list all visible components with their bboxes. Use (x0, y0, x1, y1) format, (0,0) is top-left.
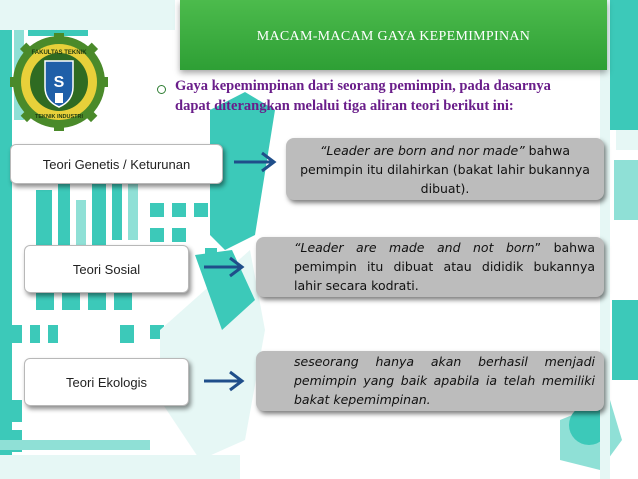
arrow-right-icon (202, 255, 250, 279)
description-quote: “Leader are born and nor made” (319, 143, 525, 158)
intro-text: Gaya kepemimpinan dari seorang pemimpin, pada dasarnya dapat diterangkan melalui tiga aliran teori berikut ini: (175, 78, 551, 114)
description-text: ” bahwa pemimpin itu dibuat atau dididik bukannya lahir secara kodrati. (294, 240, 595, 293)
arrow-right-icon (232, 150, 282, 174)
svg-text:S: S (53, 74, 65, 91)
theory-label: Teori Genetis / Keturunan (42, 156, 191, 172)
svg-text:TEKNIK INDUSTRI: TEKNIK INDUSTRI (35, 114, 83, 120)
description-box-sosial (256, 237, 604, 297)
theory-label: Teori Ekologis (66, 374, 147, 390)
theory-box-sosial (24, 245, 189, 293)
description-text: seseorang hanya akan berhasil menjadi pemimpin yang baik apabila ia telah memiliki bakat kepemimpinan. (294, 354, 595, 407)
theory-box-ekologis (24, 358, 189, 406)
arrow-right-icon (202, 369, 250, 393)
svg-text:FAKULTAS TEKNIK: FAKULTAS TEKNIK (31, 50, 87, 56)
description-box-ekologis (256, 351, 604, 411)
slide-title: MACAM-MACAM GAYA KEPEMIMPINAN (256, 29, 531, 44)
title-banner (180, 0, 607, 70)
theory-box-genetis (10, 144, 223, 184)
description-box-genetis (286, 138, 604, 200)
theory-label: Teori Sosial (72, 261, 141, 277)
bullet-circle-icon (157, 85, 166, 94)
description-text: bahwa pemimpin itu dilahirkan (bakat lahir bukannya dibuat). (300, 143, 590, 196)
description-quote: “Leader are made and not born (294, 240, 535, 255)
faculty-logo (10, 33, 108, 131)
